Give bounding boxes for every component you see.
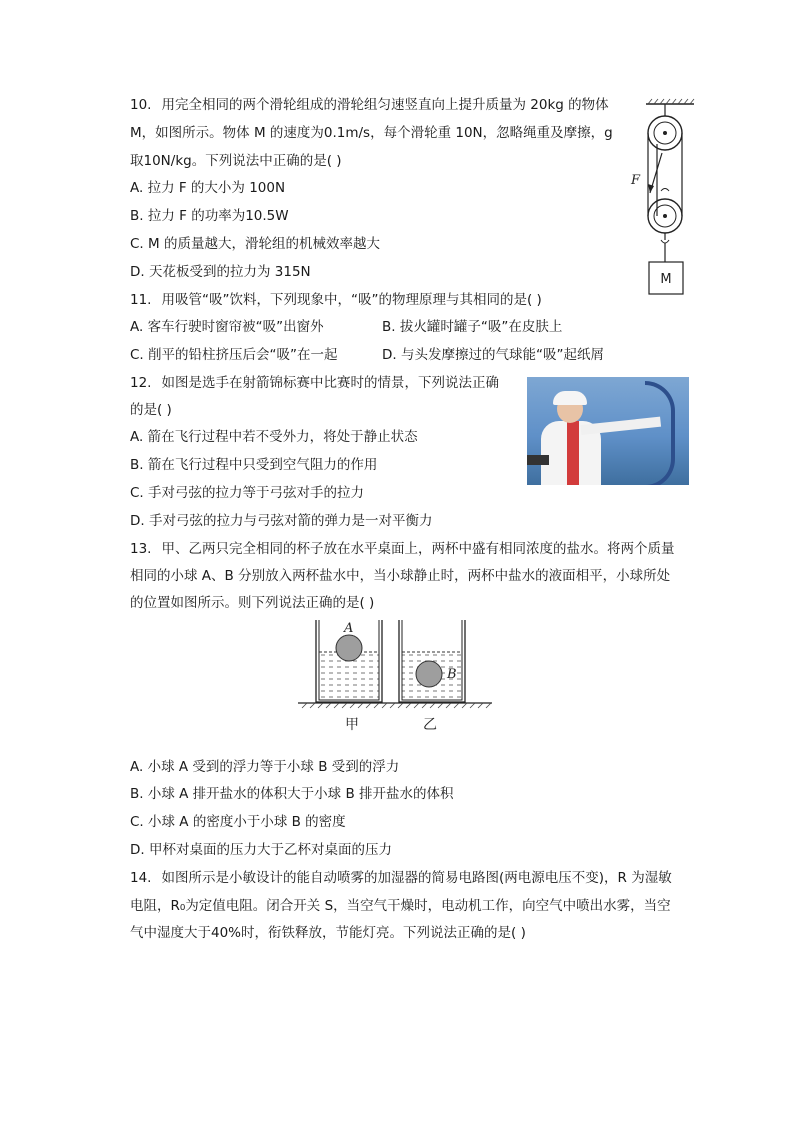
q14-line-3: 气中湿度大于40%时，衔铁释放，节能灯亮。下列说法正确的是( ) [130, 925, 526, 941]
q10-line-3: 取10N/kg。下列说法中正确的是( ) [130, 153, 342, 169]
block-m-label: M [660, 272, 672, 287]
q13-number: 13. [130, 541, 152, 557]
q12-option-c[interactable]: C. 手对弓弦的拉力等于弓弦对手的拉力 [130, 485, 365, 501]
cup-right-label: 乙 [423, 717, 437, 733]
force-label-f: F [631, 173, 641, 188]
ball-a-label: A [344, 621, 354, 636]
q10-option-c[interactable]: C. M 的质量越大，滑轮组的机械效率越大 [130, 236, 380, 252]
q12-line-2: 的是( ) [130, 402, 172, 418]
q14-stem-1: 如图所示是小敏设计的能自动喷雾的加湿器的简易电路图(两电源电压不变)，R 为湿敏 [161, 870, 672, 886]
q11-option-a[interactable]: A. 客车行驶时窗帘被“吸”出窗外 [130, 319, 324, 335]
q11-line-1 [130, 290, 542, 310]
ball-b [416, 661, 442, 687]
archer-photo [527, 377, 689, 485]
q13-stem-1: 甲、乙两只完全相同的杯子放在水平桌面上，两杯中盛有相同浓度的盐水。将两个质量 [161, 541, 675, 557]
cups-figure [296, 616, 496, 736]
q10-option-d[interactable]: D. 天花板受到的拉力为 315N [130, 264, 311, 280]
q12-option-d[interactable]: D. 手对弓弦的拉力与弓弦对箭的弹力是一对平衡力 [130, 513, 433, 529]
q13-option-c[interactable]: C. 小球 A 的密度小于小球 B 的密度 [130, 814, 346, 830]
archer-cap [553, 391, 587, 405]
archer-stripe [567, 421, 579, 485]
q11-option-b[interactable]: B. 拔火罐时罐子“吸”在皮肤上 [382, 319, 563, 335]
q12-number: 12. [130, 375, 152, 391]
q10-stem-1: 用完全相同的两个滑轮组成的滑轮组匀速竖直向上提升质量为 20kg 的物体 [161, 97, 609, 113]
q10-line-1 [130, 95, 609, 115]
q10-line-2: M，如图所示。物体 M 的速度为0.1m/s，每个滑轮重 10N，忽略绳重及摩擦，g [130, 125, 613, 141]
q12-option-a[interactable]: A. 箭在飞行过程中若不受外力，将处于静止状态 [130, 429, 418, 445]
q12-option-b[interactable]: B. 箭在飞行过程中只受到空气阻力的作用 [130, 457, 378, 473]
q10-option-b[interactable]: B. 拉力 F 的功率为10.5W [130, 208, 289, 224]
q13-line-3: 的位置如图所示。则下列说法正确的是( ) [130, 595, 375, 611]
q13-option-d[interactable]: D. 甲杯对桌面的压力大于乙杯对桌面的压力 [130, 842, 392, 858]
scope-icon [527, 455, 549, 465]
ball-b-label: B [447, 667, 457, 682]
q11-option-d[interactable]: D. 与头发摩擦过的气球能“吸”起纸屑 [382, 347, 604, 363]
q11-option-c[interactable]: C. 削平的铅柱挤压后会“吸”在一起 [130, 347, 338, 363]
q14-line-2: 电阻，R₀为定值电阻。闭合开关 S，当空气干燥时，电动机工作，向空气中喷出水雾，当空 [130, 898, 671, 914]
q14-number: 14. [130, 870, 152, 886]
q11-stem: 用吸管“吸”饮料，下列现象中，“吸”的物理原理与其相同的是( ) [161, 292, 542, 308]
q11-number: 11. [130, 292, 152, 308]
q12-stem-1: 如图是选手在射箭锦标赛中比赛时的情景，下列说法正确 [161, 375, 499, 391]
q13-option-b[interactable]: B. 小球 A 排开盐水的体积大于小球 B 排开盐水的体积 [130, 786, 454, 802]
q14-line-1 [130, 868, 672, 888]
q10-option-a[interactable]: A. 拉力 F 的大小为 100N [130, 180, 286, 196]
cup-left-label: 甲 [345, 717, 359, 733]
q13-option-a[interactable]: A. 小球 A 受到的浮力等于小球 B 受到的浮力 [130, 759, 400, 775]
q13-line-2: 相同的小球 A、B 分别放入两杯盐水中，当小球静止时，两杯中盐水的液面相平，小球所处 [130, 568, 671, 584]
bow-icon [645, 381, 675, 485]
q13-line-1 [130, 539, 674, 559]
q12-line-1 [130, 373, 499, 393]
ball-a [336, 635, 362, 661]
q10-number: 10. [130, 97, 152, 113]
pulley-figure [628, 98, 708, 300]
